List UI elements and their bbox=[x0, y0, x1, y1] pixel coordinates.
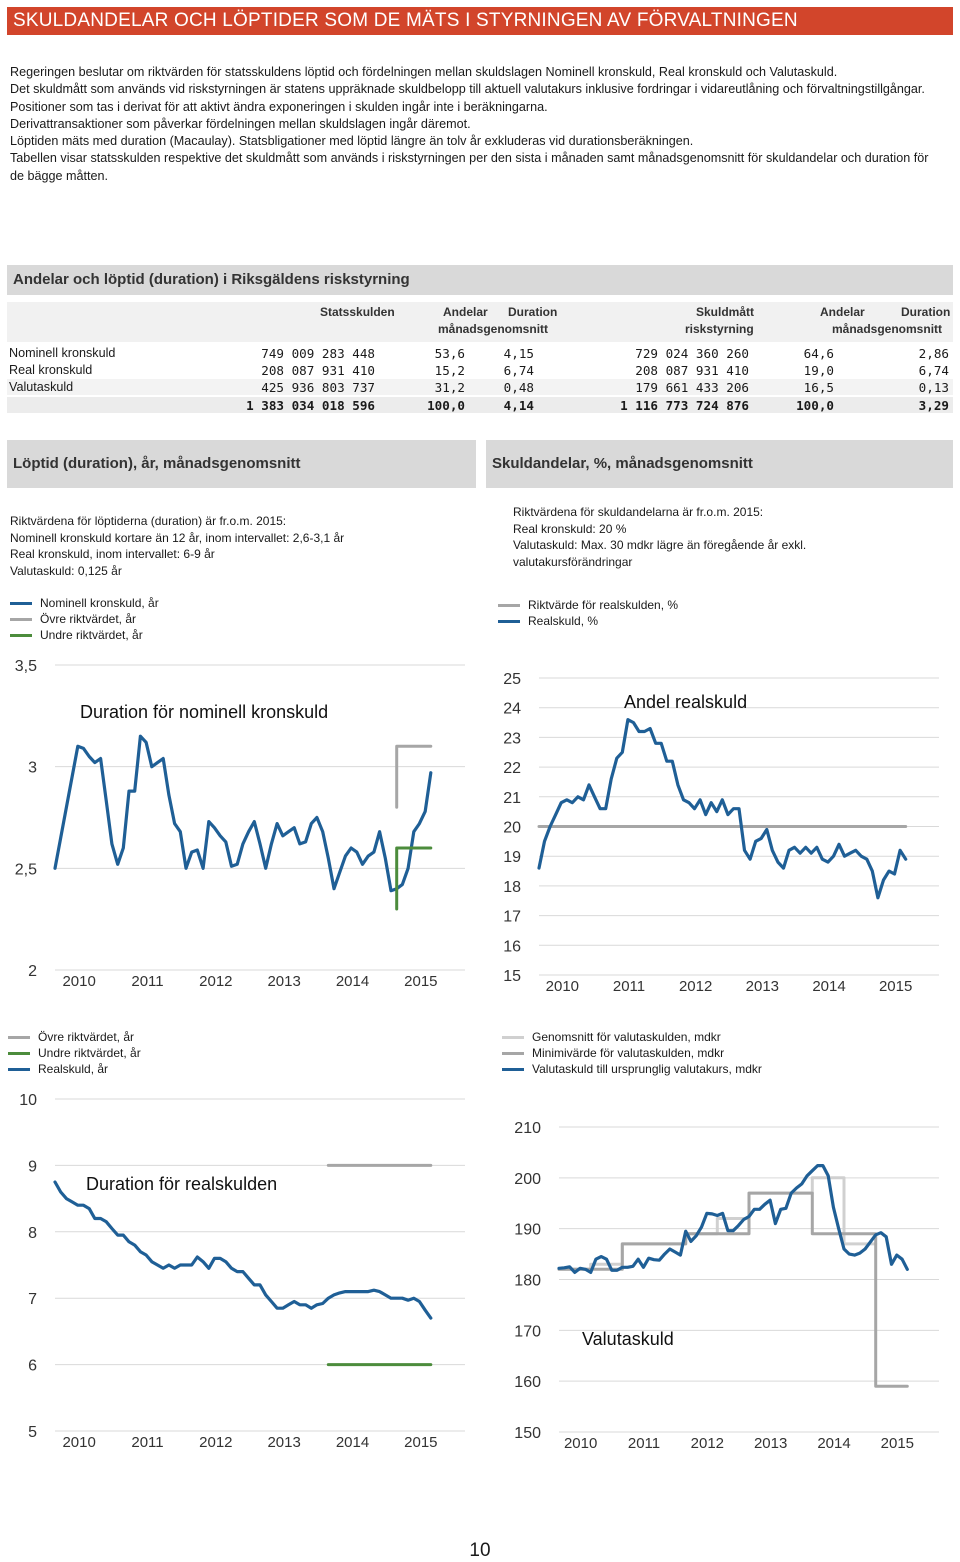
x-tick-label: 2012 bbox=[199, 1434, 233, 1451]
page-number: 10 bbox=[469, 1540, 491, 1561]
series-line bbox=[397, 848, 431, 909]
cell: 53,6 bbox=[434, 346, 465, 361]
intro-text bbox=[10, 64, 945, 185]
intro-paragraph: Derivattransaktioner som påverkar fördelningen mellan skuldslagen ingår däremot. bbox=[10, 116, 471, 131]
right-section-title: Skuldandelar, %, månadsgenomsnitt bbox=[492, 455, 753, 472]
y-tick-label: 16 bbox=[503, 938, 521, 956]
x-tick-label: 2011 bbox=[627, 1435, 661, 1452]
header-andelar: Andelar bbox=[443, 305, 488, 319]
legend-chart-4 bbox=[502, 1029, 762, 1077]
note-line: Riktvärdena för löptiderna (duration) är fr.o.m. 2015: bbox=[10, 514, 287, 528]
cell: 208 087 931 410 bbox=[261, 363, 375, 378]
intro-paragraph: Det skuldmått som används vid riskstyrningen är statens uppräknade skuldbelopp till aktuell valutakurs inklusive fordringar i vidareutlåning och förvaltningstillgångar. Positioner som tas i derivat för att aktivt ändra exponeringen i skulden ingår inte i beräkningarna. bbox=[10, 82, 925, 114]
legend-item: Minimivärde för valutaskulden, mdkr bbox=[502, 1045, 762, 1061]
header-manadsgenomsnitt-2: månadsgenomsnitt bbox=[832, 322, 943, 336]
y-tick-label: 180 bbox=[514, 1272, 541, 1290]
chart-real-share bbox=[484, 660, 960, 1000]
y-tick-label: 8 bbox=[28, 1224, 37, 1242]
header-skuldmatt: Skuldmått bbox=[696, 305, 755, 319]
series-line bbox=[559, 1178, 876, 1270]
x-tick-label: 2014 bbox=[812, 978, 846, 995]
chart-title: Valutaskuld bbox=[582, 1329, 674, 1349]
x-tick-label: 2014 bbox=[335, 973, 370, 990]
legend-chart-1 bbox=[10, 595, 159, 643]
header-duration-2: Duration bbox=[901, 305, 951, 319]
left-section-title: Löptid (duration), år, månadsgenomsnitt bbox=[13, 455, 301, 472]
series-line bbox=[55, 1182, 431, 1318]
x-tick-label: 2012 bbox=[199, 973, 233, 990]
header-riskstyrning: riskstyrning bbox=[685, 322, 754, 336]
chart-title: Andel realskuld bbox=[624, 692, 748, 712]
y-tick-label: 20 bbox=[503, 819, 521, 837]
y-tick-label: 17 bbox=[503, 908, 521, 926]
cell: 179 661 433 206 bbox=[635, 380, 749, 395]
y-tick-label: 9 bbox=[28, 1158, 37, 1176]
note-line: Nominell kronskuld kortare än 12 år, inom intervallet: 2,6-3,1 år bbox=[10, 530, 345, 545]
x-tick-label: 2010 bbox=[62, 1434, 96, 1451]
table-title: Andelar och löptid (duration) i Riksgäldens riskstyrning bbox=[13, 271, 410, 288]
cell: 729 024 360 260 bbox=[635, 346, 749, 361]
legend-chart-3 bbox=[8, 1029, 141, 1077]
x-tick-label: 2012 bbox=[690, 1435, 725, 1452]
legend-item: Undre riktvärdet, år bbox=[10, 627, 159, 643]
y-tick-label: 21 bbox=[503, 789, 521, 807]
y-tick-label: 210 bbox=[514, 1120, 541, 1137]
legend-item: Valutaskuld till ursprunglig valutakurs, mdkr bbox=[502, 1061, 762, 1077]
chart-title: Duration för nominell kronskuld bbox=[80, 702, 329, 722]
cell: 2,86 bbox=[918, 346, 949, 361]
x-tick-label: 2013 bbox=[745, 978, 780, 995]
intro-paragraph: Löptiden mäts med duration (Macaulay). Statsbligationer med löptid längre än tolv år exkluderas vid durationsberäkningen. bbox=[10, 134, 694, 149]
cell: 1 383 034 018 596 bbox=[246, 398, 375, 413]
right-section-header bbox=[486, 440, 953, 488]
x-tick-label: 2014 bbox=[817, 1435, 851, 1452]
y-tick-label: 10 bbox=[19, 1092, 37, 1109]
left-notes bbox=[10, 513, 470, 579]
y-tick-label: 2,5 bbox=[14, 861, 37, 879]
row-label: Real kronskuld bbox=[9, 363, 93, 377]
intro-paragraph: Tabellen visar statsskulden respektive det skuldmått som används i riskstyrningen per den sista i månaden samt månadsgenomsnitt för skuldandelar och duration för de bägge måtten. bbox=[10, 151, 929, 183]
cell: 6,74 bbox=[503, 363, 534, 378]
series-line bbox=[55, 736, 431, 891]
note-line: valutakursförändringar bbox=[513, 554, 633, 569]
y-tick-label: 5 bbox=[28, 1424, 37, 1441]
cell: 16,5 bbox=[803, 380, 834, 395]
note-line: Valutaskuld: 0,125 år bbox=[10, 563, 122, 578]
chart-currency-debt bbox=[484, 1105, 960, 1455]
cell: 425 936 803 737 bbox=[261, 380, 375, 395]
x-tick-label: 2011 bbox=[612, 978, 646, 995]
y-tick-label: 200 bbox=[514, 1170, 541, 1188]
y-tick-label: 2 bbox=[28, 963, 37, 980]
cell: 3,29 bbox=[918, 398, 949, 413]
note-line: Valutaskuld: Max. 30 mdkr lägre än föregående år exkl. bbox=[513, 538, 807, 552]
legend-item: Undre riktvärdet, år bbox=[8, 1045, 141, 1061]
y-tick-label: 23 bbox=[503, 730, 521, 748]
x-tick-label: 2014 bbox=[335, 1434, 370, 1451]
x-tick-label: 2015 bbox=[878, 978, 913, 995]
header-duration: Duration bbox=[508, 305, 558, 319]
series-line bbox=[539, 720, 906, 898]
cell: 0,48 bbox=[503, 380, 534, 395]
legend-item: Övre riktvärdet, år bbox=[10, 611, 159, 627]
chart-nominal-duration bbox=[0, 650, 480, 995]
x-tick-label: 2015 bbox=[880, 1435, 915, 1452]
y-tick-label: 15 bbox=[503, 968, 521, 985]
row-label: Valutaskuld bbox=[9, 380, 74, 394]
y-tick-label: 22 bbox=[503, 760, 521, 778]
page-title-banner bbox=[7, 7, 953, 35]
page-title: SKULDANDELAR OCH LÖPTIDER SOM DE MÄTS I STYRNINGEN AV FÖRVALTNINGEN bbox=[13, 10, 798, 31]
y-tick-label: 150 bbox=[514, 1425, 541, 1442]
y-tick-label: 190 bbox=[514, 1221, 541, 1239]
chart-real-duration bbox=[0, 1085, 480, 1455]
note-line: Riktvärdena för skuldandelarna är fr.o.m. 2015: bbox=[513, 505, 764, 519]
x-tick-label: 2010 bbox=[545, 978, 580, 995]
cell: 15,2 bbox=[434, 363, 465, 378]
left-section-header bbox=[7, 440, 476, 488]
cell: 31,2 bbox=[434, 380, 465, 395]
x-tick-label: 2011 bbox=[131, 973, 164, 990]
x-tick-label: 2010 bbox=[62, 973, 96, 990]
y-tick-label: 6 bbox=[28, 1357, 37, 1375]
table-section-header bbox=[7, 265, 953, 295]
y-tick-label: 7 bbox=[28, 1291, 37, 1309]
x-tick-label: 2011 bbox=[131, 1434, 164, 1451]
y-tick-label: 19 bbox=[503, 849, 521, 867]
header-statsskulden: Statsskulden bbox=[320, 305, 395, 319]
y-tick-label: 25 bbox=[503, 671, 521, 688]
cell: 749 009 283 448 bbox=[261, 346, 375, 361]
cell: 208 087 931 410 bbox=[635, 363, 749, 378]
y-tick-label: 3,5 bbox=[14, 658, 37, 675]
legend-item: Riktvärde för realskulden, % bbox=[498, 597, 678, 613]
cell: 4,15 bbox=[503, 346, 534, 361]
header-andelar-2: Andelar bbox=[820, 305, 865, 319]
y-tick-label: 24 bbox=[503, 700, 521, 718]
row-label: Nominell kronskuld bbox=[9, 346, 116, 360]
y-tick-label: 160 bbox=[514, 1374, 541, 1392]
legend-chart-2 bbox=[498, 597, 678, 629]
series-line bbox=[559, 1193, 907, 1386]
right-notes bbox=[513, 504, 953, 570]
cell: 0,13 bbox=[918, 380, 949, 395]
x-tick-label: 2015 bbox=[404, 1434, 438, 1451]
legend-item: Nominell kronskuld, år bbox=[10, 595, 159, 611]
cell: 1 116 773 724 876 bbox=[620, 398, 749, 413]
y-tick-label: 18 bbox=[503, 878, 521, 896]
header-manadsgenomsnitt: månadsgenomsnitt bbox=[438, 322, 549, 336]
x-tick-label: 2012 bbox=[678, 978, 713, 995]
cell: 4,14 bbox=[503, 398, 534, 413]
note-line: Real kronskuld, inom intervallet: 6-9 år bbox=[10, 547, 215, 561]
chart-title: Duration för realskulden bbox=[86, 1174, 278, 1194]
intro-paragraph: Regeringen beslutar om riktvärden för statsskuldens löptid och fördelningen mellan skuldslagen Nominell kronskuld, Real kronskuld och Valutaskuld. bbox=[10, 65, 838, 79]
note-line: Real kronskuld: 20 % bbox=[513, 521, 627, 536]
cell: 6,74 bbox=[918, 363, 949, 378]
y-tick-label: 3 bbox=[28, 759, 37, 777]
x-tick-label: 2010 bbox=[563, 1435, 598, 1452]
legend-item: Genomsnitt för valutaskulden, mdkr bbox=[502, 1029, 762, 1045]
y-tick-label: 170 bbox=[514, 1323, 541, 1341]
cell: 100,0 bbox=[427, 398, 465, 413]
cell: 19,0 bbox=[803, 363, 834, 378]
x-tick-label: 2015 bbox=[404, 973, 438, 990]
legend-item: Övre riktvärdet, år bbox=[8, 1029, 141, 1045]
legend-item: Realskuld, år bbox=[8, 1061, 141, 1077]
cell: 100,0 bbox=[796, 398, 834, 413]
x-tick-label: 2013 bbox=[267, 1434, 301, 1451]
cell: 64,6 bbox=[803, 346, 834, 361]
x-tick-label: 2013 bbox=[267, 973, 301, 990]
legend-item: Realskuld, % bbox=[498, 613, 678, 629]
x-tick-label: 2013 bbox=[753, 1435, 788, 1452]
